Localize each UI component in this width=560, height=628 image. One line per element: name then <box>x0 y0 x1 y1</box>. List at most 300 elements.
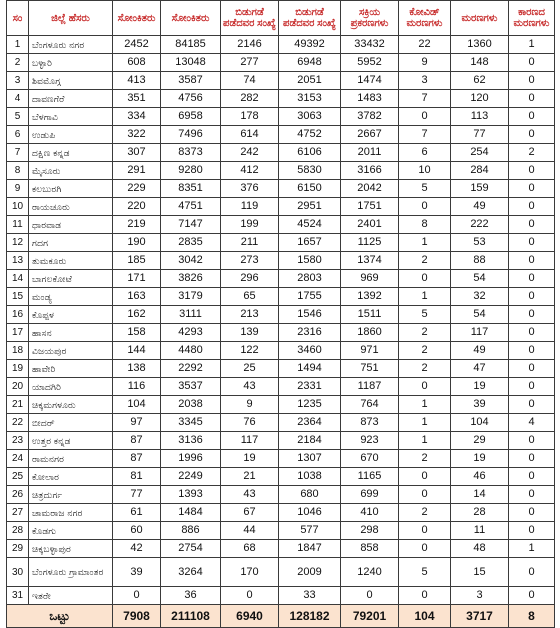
stat-cell: 219 <box>113 216 161 234</box>
table-row <box>7 360 555 378</box>
table-row <box>7 468 555 486</box>
stat-cell: 104 <box>451 414 509 432</box>
stat-cell: 87 <box>113 450 161 468</box>
stat-cell: 54 <box>451 270 509 288</box>
stat-cell: 19 <box>221 450 279 468</box>
stat-cell: 3042 <box>161 252 221 270</box>
stat-cell: 1996 <box>161 450 221 468</box>
stat-cell: 291 <box>113 162 161 180</box>
district-name: ಕೊಪ್ಪಳ <box>29 306 113 324</box>
district-name: ಮಂಡ್ಯ <box>29 288 113 306</box>
stat-cell: 2051 <box>279 72 341 90</box>
table-row <box>7 504 555 522</box>
district-name: ದಕ್ಷಿಣ ಕನ್ನಡ <box>29 144 113 162</box>
district-name: ಬೆಂಗಳೂರು ಗ್ರಾಮಾಂತರ <box>29 558 113 587</box>
stat-cell: 120 <box>451 90 509 108</box>
stat-cell: 254 <box>451 144 509 162</box>
row-number: 1 <box>7 36 29 54</box>
stat-cell: 33432 <box>341 36 399 54</box>
stat-cell: 5 <box>399 306 451 324</box>
row-number: 14 <box>7 270 29 288</box>
table-row <box>7 270 555 288</box>
stat-cell: 4293 <box>161 324 221 342</box>
stat-cell: 53 <box>451 234 509 252</box>
stat-cell: 1 <box>399 432 451 450</box>
stat-cell: 25 <box>221 360 279 378</box>
stat-cell: 242 <box>221 144 279 162</box>
total-cell: 79201 <box>341 605 399 628</box>
stat-cell: 0 <box>509 126 555 144</box>
stat-cell: 9 <box>221 396 279 414</box>
stat-cell: 2803 <box>279 270 341 288</box>
district-name: ಚಿಕ್ಕಬಳ್ಳಾಪುರ <box>29 540 113 558</box>
stat-cell: 42 <box>113 540 161 558</box>
stat-cell: 1847 <box>279 540 341 558</box>
stat-cell: 0 <box>399 522 451 540</box>
stat-cell: 2038 <box>161 396 221 414</box>
table-row <box>7 144 555 162</box>
stat-cell: 1392 <box>341 288 399 306</box>
district-name: ಯಾದಗಿರಿ <box>29 378 113 396</box>
stat-cell: 1240 <box>341 558 399 587</box>
row-number: 4 <box>7 90 29 108</box>
header-total-discharged: ಬಿಡುಗಡೆ ಪಡೆದವರ ಸಂಖ್ಯೆ <box>279 1 341 36</box>
stat-cell: 1 <box>399 396 451 414</box>
stat-cell: 3063 <box>279 108 341 126</box>
stat-cell: 284 <box>451 162 509 180</box>
stat-cell: 322 <box>113 126 161 144</box>
stat-cell: 116 <box>113 378 161 396</box>
row-number: 7 <box>7 144 29 162</box>
table-row <box>7 72 555 90</box>
stat-cell: 0 <box>509 522 555 540</box>
total-cell: 211108 <box>161 605 221 628</box>
table-row <box>7 180 555 198</box>
header-sl: ಸಂ <box>7 1 29 36</box>
row-number: 16 <box>7 306 29 324</box>
stat-cell: 44 <box>221 522 279 540</box>
district-name: ಬಾಗಲಕೋಟೆ <box>29 270 113 288</box>
stat-cell: 577 <box>279 522 341 540</box>
district-name: ದಾವಣಗೆರೆ <box>29 90 113 108</box>
table-row <box>7 342 555 360</box>
stat-cell: 0 <box>399 486 451 504</box>
stat-cell: 6 <box>399 144 451 162</box>
stat-cell: 139 <box>221 324 279 342</box>
stat-cell: 3 <box>399 72 451 90</box>
district-name: ಉಡುಪಿ <box>29 126 113 144</box>
stat-cell: 10 <box>399 162 451 180</box>
stat-cell: 4752 <box>279 126 341 144</box>
district-name: ಹಾವೇರಿ <box>29 360 113 378</box>
stat-cell: 1546 <box>279 306 341 324</box>
header-new-discharged: ಬಿಡುಗಡೆ ಪಡೆದವರ ಸಂಖ್ಯೆ <box>221 1 279 36</box>
district-name: ಚಿಕ್ಕಮಗಳೂರು <box>29 396 113 414</box>
stat-cell: 22 <box>399 36 451 54</box>
stat-cell: 0 <box>509 504 555 522</box>
stat-cell: 0 <box>509 162 555 180</box>
stat-cell: 222 <box>451 216 509 234</box>
stat-cell: 32 <box>451 288 509 306</box>
stat-cell: 0 <box>509 378 555 396</box>
stat-cell: 39 <box>113 558 161 587</box>
stat-cell: 1657 <box>279 234 341 252</box>
table-row <box>7 587 555 605</box>
stat-cell: 0 <box>509 108 555 126</box>
stat-cell: 3111 <box>161 306 221 324</box>
table-row <box>7 216 555 234</box>
table-row <box>7 36 555 54</box>
table-row <box>7 162 555 180</box>
stat-cell: 1 <box>399 414 451 432</box>
stat-cell: 3782 <box>341 108 399 126</box>
stat-cell: 8373 <box>161 144 221 162</box>
stat-cell: 886 <box>161 522 221 540</box>
stat-cell: 29 <box>451 432 509 450</box>
stat-cell: 185 <box>113 252 161 270</box>
stat-cell: 113 <box>451 108 509 126</box>
stat-cell: 2 <box>399 342 451 360</box>
stat-cell: 923 <box>341 432 399 450</box>
stat-cell: 9 <box>399 54 451 72</box>
stat-cell: 0 <box>509 252 555 270</box>
stat-cell: 138 <box>113 360 161 378</box>
stat-cell: 614 <box>221 126 279 144</box>
stat-cell: 0 <box>509 216 555 234</box>
row-number: 8 <box>7 162 29 180</box>
stat-cell: 0 <box>509 468 555 486</box>
stat-cell: 0 <box>341 587 399 605</box>
stat-cell: 2401 <box>341 216 399 234</box>
stat-cell: 3 <box>451 587 509 605</box>
stat-cell: 19 <box>451 378 509 396</box>
stat-cell: 334 <box>113 108 161 126</box>
row-number: 13 <box>7 252 29 270</box>
stat-cell: 3153 <box>279 90 341 108</box>
stat-cell: 4 <box>509 414 555 432</box>
stat-cell: 0 <box>399 378 451 396</box>
stat-cell: 1511 <box>341 306 399 324</box>
stat-cell: 0 <box>509 180 555 198</box>
stat-cell: 0 <box>509 72 555 90</box>
table-row <box>7 558 555 587</box>
district-name: ತುಮಕೂರು <box>29 252 113 270</box>
stat-cell: 2184 <box>279 432 341 450</box>
stat-cell: 0 <box>399 468 451 486</box>
stat-cell: 19 <box>451 450 509 468</box>
stat-cell: 229 <box>113 180 161 198</box>
stat-cell: 1038 <box>279 468 341 486</box>
stat-cell: 608 <box>113 54 161 72</box>
stat-cell: 3826 <box>161 270 221 288</box>
row-number: 28 <box>7 522 29 540</box>
stat-cell: 162 <box>113 306 161 324</box>
table-row <box>7 198 555 216</box>
stat-cell: 3587 <box>161 72 221 90</box>
header-total-cases: ಸೋಂಕಿತರು <box>161 1 221 36</box>
stat-cell: 49 <box>451 342 509 360</box>
stat-cell: 2146 <box>221 36 279 54</box>
stat-cell: 1 <box>399 288 451 306</box>
stat-cell: 3179 <box>161 288 221 306</box>
stat-cell: 14 <box>451 486 509 504</box>
stat-cell: 0 <box>221 587 279 605</box>
stat-cell: 764 <box>341 396 399 414</box>
row-number: 15 <box>7 288 29 306</box>
stat-cell: 28 <box>451 504 509 522</box>
stat-cell: 6106 <box>279 144 341 162</box>
district-name: ಚಿತ್ರದುರ್ಗ <box>29 486 113 504</box>
district-name: ವಿಜಯಪುರ <box>29 342 113 360</box>
stat-cell: 220 <box>113 198 161 216</box>
stat-cell: 680 <box>279 486 341 504</box>
stat-cell: 117 <box>451 324 509 342</box>
table-row <box>7 54 555 72</box>
stat-cell: 1474 <box>341 72 399 90</box>
stat-cell: 68 <box>221 540 279 558</box>
stat-cell: 39 <box>451 396 509 414</box>
stat-cell: 1046 <box>279 504 341 522</box>
total-cell: 7908 <box>113 605 161 628</box>
stat-cell: 2 <box>399 360 451 378</box>
stat-cell: 410 <box>341 504 399 522</box>
stat-cell: 2951 <box>279 198 341 216</box>
district-name: ಬೆಂಗಳೂರು ನಗರ <box>29 36 113 54</box>
stat-cell: 159 <box>451 180 509 198</box>
stat-cell: 104 <box>113 396 161 414</box>
header-district: ಜಿಲ್ಲೆ ಹೆಸರು <box>29 1 113 36</box>
district-name: ಕಲಬುರಗಿ <box>29 180 113 198</box>
table-row <box>7 540 555 558</box>
header-other-deaths: ಕಾರಣದ ಮರಣಗಳು <box>509 1 555 36</box>
stat-cell: 282 <box>221 90 279 108</box>
district-name: ಮೈಸೂರು <box>29 162 113 180</box>
stat-cell: 4751 <box>161 198 221 216</box>
district-name: ಚಾಮರಾಜ ನಗರ <box>29 504 113 522</box>
stat-cell: 48 <box>451 540 509 558</box>
total-cell: 8 <box>509 605 555 628</box>
row-number: 31 <box>7 587 29 605</box>
stat-cell: 1484 <box>161 504 221 522</box>
district-name: ಬೆಳಗಾವಿ <box>29 108 113 126</box>
total-cell: 104 <box>399 605 451 628</box>
total-cell: 3717 <box>451 605 509 628</box>
stat-cell: 0 <box>509 342 555 360</box>
stat-cell: 74 <box>221 72 279 90</box>
stat-cell: 2292 <box>161 360 221 378</box>
stat-cell: 2011 <box>341 144 399 162</box>
stat-cell: 4524 <box>279 216 341 234</box>
table-row <box>7 324 555 342</box>
district-name: ರಾಯಚೂರು <box>29 198 113 216</box>
stat-cell: 8 <box>399 216 451 234</box>
stat-cell: 412 <box>221 162 279 180</box>
stat-cell: 0 <box>509 587 555 605</box>
total-cell: 6940 <box>221 605 279 628</box>
row-number: 21 <box>7 396 29 414</box>
row-number: 26 <box>7 486 29 504</box>
stat-cell: 1 <box>509 540 555 558</box>
stat-cell: 46 <box>451 468 509 486</box>
stat-cell: 2 <box>399 450 451 468</box>
district-name: ಗದಗ <box>29 234 113 252</box>
stat-cell: 0 <box>399 540 451 558</box>
stat-cell: 0 <box>509 270 555 288</box>
stat-cell: 0 <box>399 108 451 126</box>
stat-cell: 119 <box>221 198 279 216</box>
stat-cell: 873 <box>341 414 399 432</box>
total-row <box>7 605 555 628</box>
stat-cell: 2009 <box>279 558 341 587</box>
stat-cell: 969 <box>341 270 399 288</box>
stat-cell: 77 <box>451 126 509 144</box>
stat-cell: 43 <box>221 378 279 396</box>
stat-cell: 170 <box>221 558 279 587</box>
row-number: 20 <box>7 378 29 396</box>
stat-cell: 4480 <box>161 342 221 360</box>
stat-cell: 77 <box>113 486 161 504</box>
stat-cell: 1187 <box>341 378 399 396</box>
stat-cell: 0 <box>113 587 161 605</box>
stat-cell: 0 <box>509 54 555 72</box>
row-number: 12 <box>7 234 29 252</box>
stat-cell: 21 <box>221 468 279 486</box>
table-row <box>7 396 555 414</box>
stat-cell: 6948 <box>279 54 341 72</box>
table-row <box>7 234 555 252</box>
stat-cell: 97 <box>113 414 161 432</box>
stat-cell: 0 <box>509 198 555 216</box>
district-name: ರಾಮನಗರ <box>29 450 113 468</box>
table-row <box>7 378 555 396</box>
row-number: 22 <box>7 414 29 432</box>
stat-cell: 1374 <box>341 252 399 270</box>
stat-cell: 190 <box>113 234 161 252</box>
stat-cell: 298 <box>341 522 399 540</box>
stat-cell: 1 <box>509 36 555 54</box>
row-number: 3 <box>7 72 29 90</box>
stat-cell: 0 <box>509 360 555 378</box>
stat-cell: 3537 <box>161 378 221 396</box>
stat-cell: 6150 <box>279 180 341 198</box>
stat-cell: 84185 <box>161 36 221 54</box>
stat-cell: 5952 <box>341 54 399 72</box>
stat-cell: 49 <box>451 198 509 216</box>
header-new-cases: ಸೋಂಕಿತರು <box>113 1 161 36</box>
district-name: ಕೋಲಾರ <box>29 468 113 486</box>
row-number: 9 <box>7 180 29 198</box>
row-number: 25 <box>7 468 29 486</box>
total-cell: 128182 <box>279 605 341 628</box>
stat-cell: 307 <box>113 144 161 162</box>
stat-cell: 5 <box>399 180 451 198</box>
row-number: 6 <box>7 126 29 144</box>
stat-cell: 2 <box>399 324 451 342</box>
stat-cell: 117 <box>221 432 279 450</box>
stat-cell: 0 <box>509 396 555 414</box>
stat-cell: 277 <box>221 54 279 72</box>
stat-cell: 76 <box>221 414 279 432</box>
stat-cell: 1393 <box>161 486 221 504</box>
district-name: ಬೀದರ್ <box>29 414 113 432</box>
stat-cell: 0 <box>509 234 555 252</box>
stat-cell: 9280 <box>161 162 221 180</box>
stat-cell: 0 <box>509 432 555 450</box>
district-stats-table <box>6 0 555 628</box>
stat-cell: 7496 <box>161 126 221 144</box>
stat-cell: 33 <box>279 587 341 605</box>
stat-cell: 199 <box>221 216 279 234</box>
district-name: ಇತರೇ <box>29 587 113 605</box>
table-row <box>7 108 555 126</box>
stat-cell: 2 <box>399 252 451 270</box>
stat-cell: 1755 <box>279 288 341 306</box>
stat-cell: 3166 <box>341 162 399 180</box>
row-number: 18 <box>7 342 29 360</box>
row-number: 29 <box>7 540 29 558</box>
stat-cell: 971 <box>341 342 399 360</box>
stat-cell: 122 <box>221 342 279 360</box>
stat-cell: 1483 <box>341 90 399 108</box>
stat-cell: 2 <box>399 504 451 522</box>
district-name: ಧಾರವಾಡ <box>29 216 113 234</box>
stat-cell: 11 <box>451 522 509 540</box>
stat-cell: 273 <box>221 252 279 270</box>
stat-cell: 0 <box>509 486 555 504</box>
stat-cell: 0 <box>509 90 555 108</box>
table-row <box>7 288 555 306</box>
header-total-deaths: ಮರಣಗಳು <box>451 1 509 36</box>
stat-cell: 49392 <box>279 36 341 54</box>
stat-cell: 858 <box>341 540 399 558</box>
table-row <box>7 522 555 540</box>
stat-cell: 36 <box>161 587 221 605</box>
stat-cell: 0 <box>509 306 555 324</box>
stat-cell: 1235 <box>279 396 341 414</box>
stat-cell: 4756 <box>161 90 221 108</box>
stat-cell: 2754 <box>161 540 221 558</box>
stat-cell: 0 <box>399 198 451 216</box>
row-number: 5 <box>7 108 29 126</box>
stat-cell: 2042 <box>341 180 399 198</box>
stat-cell: 6958 <box>161 108 221 126</box>
row-number: 23 <box>7 432 29 450</box>
table-row <box>7 414 555 432</box>
stat-cell: 2331 <box>279 378 341 396</box>
row-number: 11 <box>7 216 29 234</box>
stat-cell: 376 <box>221 180 279 198</box>
stat-cell: 7 <box>399 126 451 144</box>
stat-cell: 67 <box>221 504 279 522</box>
table-row <box>7 90 555 108</box>
stat-cell: 54 <box>451 306 509 324</box>
district-name: ಹಾಸನ <box>29 324 113 342</box>
row-number: 24 <box>7 450 29 468</box>
stat-cell: 8351 <box>161 180 221 198</box>
stat-cell: 2452 <box>113 36 161 54</box>
stat-cell: 1125 <box>341 234 399 252</box>
stat-cell: 158 <box>113 324 161 342</box>
district-name: ಕೊಡಗು <box>29 522 113 540</box>
stat-cell: 1580 <box>279 252 341 270</box>
stat-cell: 351 <box>113 90 161 108</box>
stat-cell: 2249 <box>161 468 221 486</box>
stat-cell: 1165 <box>341 468 399 486</box>
stat-cell: 0 <box>399 270 451 288</box>
table-row <box>7 306 555 324</box>
stat-cell: 171 <box>113 270 161 288</box>
stat-cell: 670 <box>341 450 399 468</box>
